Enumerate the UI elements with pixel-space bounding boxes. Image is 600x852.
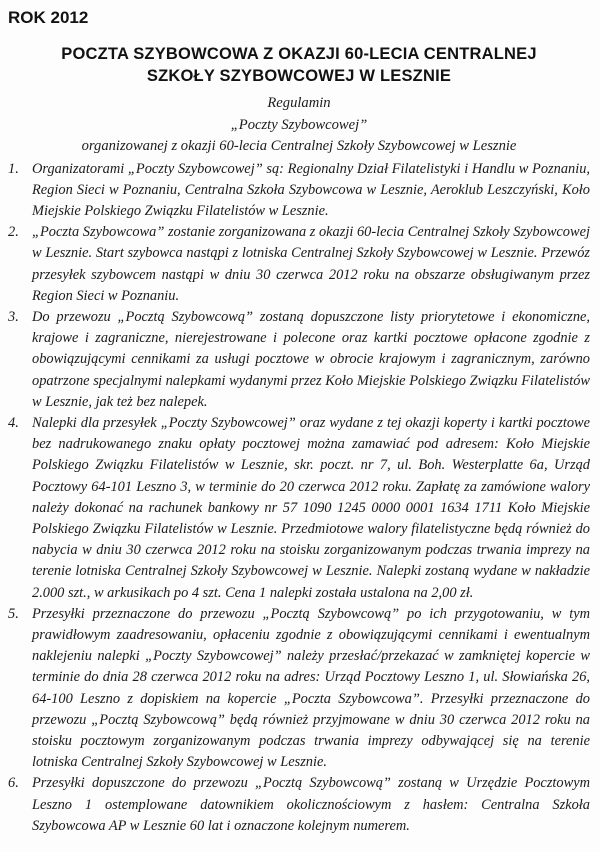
- list-item-1: [8, 159, 590, 223]
- item-text: Nalepki dla przesyłek „Poczty Szybowcowej” oraz wydane z tej okazji koperty i kartki pocztowe bez nadrukowanego znaku opłaty pocztowej można zamawiać pod adresem: Koło Miejskie Polskiego Związku Filatelistów w Lesznie, skr. poczt. nr 7, ul. Boh. Westerplatte 6a, Urząd Pocztowy 64-101 Leszno 3, w terminie do 20 czerwca 2012 roku. Zapłatę za zamówione walory należy dokonać na rachunek bankowy nr 57 1090 1245 0000 0001 1634 1711 Koło Miejskie Polskiego Związku Filatelistów w Lesznie. Przedmiotowe walory filatelistyczne będą również do nabycia w dniu 30 czerwca 2012 roku na stoisku zorganizowanym podczas trwania imprezy na terenie lotniska Centralnej Szkoły Szybowcowej w Lesznie. Nalepki zostaną wydane w nakładzie 2.000 szt., w arkusikach po 4 szt. Cena 1 nalepki została ustalona na 2,00 zł.: [32, 414, 590, 601]
- list-item-5: [8, 604, 590, 774]
- list-item-6: [8, 773, 590, 837]
- year-label: ROK 2012: [8, 8, 89, 27]
- subtitle-poczty-szybowcowej: „Poczty Szybowcowej”: [230, 116, 368, 133]
- title-line-1: POCZTA SZYBOWCOWA Z OKAZJI 60-LECIA CENTRALNEJ: [61, 45, 537, 63]
- item-number: 2.: [8, 224, 19, 241]
- title-line-2: SZKOŁY SZYBOWCOWEJ W LESZNIE: [146, 67, 452, 85]
- item-number: 3.: [8, 308, 19, 325]
- item-text: Przesyłki dopuszczone do przewozu „Pocztą Szybowcową” zostaną w Urzędzie Pocztowym Leszno 1 ostemplowane datownikiem okolicznościowym z hasłem: Centralna Szkoła Szybowcowa AP w Lesznie 60 lat i oznaczone kolejnym numerem.: [32, 775, 590, 834]
- subtitle-organized-for: organizowanej z okazji 60-lecia Centralnej Szkoły Szybowcowej w Lesznie: [81, 138, 517, 154]
- item-text: „Poczta Szybowcowa” zostanie zorganizowana z okazji 60-lecia Centralnej Szkoły Szybowcowej w Lesznie. Start szybowca nastąpi z lotniska Centralnej Szkoły Szybowcowej w Lesznie. Przewóz przesyłek szybowcem nastąpi w dniu 30 czerwca 2012 roku na obszarze obsługiwanym przez Region Sieci w Poznaniu.: [32, 224, 590, 304]
- regulations-list: [8, 159, 590, 838]
- item-text: Organizatorami „Poczty Szybowcowej” są: Regionalny Dział Filatelistyki i Handlu w Poznaniu, Region Sieci w Poznaniu, Centralna Szkoła Szybowcowa w Lesznie, Aeroklub Leszczyński, Koło Miejskie Polskiego Związku Filatelistów w Lesznie.: [32, 160, 590, 219]
- document-title: [8, 43, 590, 87]
- list-item-2: [8, 222, 590, 307]
- item-text: Do przewozu „Pocztą Szybowcową” zostaną dopuszczone listy priorytetowe i ekonomiczne, krajowe i zagraniczne, nierejestrowane i polecone oraz kartki pocztowe opłacone zgodnie z obowiązującymi cennikami za usługi pocztowe w obrocie krajowym i zagranicznym, zarówno opatrzone specjalnymi nalepkami wydanymi przez Koło Miejskie Polskiego Związku Filatelistów w Lesznie, jak też bez nalepek.: [32, 308, 590, 410]
- item-number: 5.: [8, 605, 19, 622]
- list-item-3: [8, 307, 590, 413]
- item-number: 4.: [8, 414, 19, 431]
- subtitle-regulamin: Regulamin: [267, 95, 331, 111]
- list-item-4: [8, 413, 590, 604]
- item-text: Przesyłki przeznaczone do przewozu „Pocztą Szybowcową” po ich przygotowaniu, w tym prawidłowym zaadresowaniu, opłaceniu zgodnie z obowiązującymi cennikami i ewentualnym naklejeniu nalepki „Poczty Szybowcowej” należy przesłać/przekazać w zamkniętej kopercie w terminie do dnia 28 czerwca 2012 roku na adres: Urząd Pocztowy Leszno 1, ul. Słowiańska 26, 64-100 Leszno z dopiskiem na kopercie „Poczta Szybowcowa”. Przesyłki przeznaczone do przewozu „Pocztą Szybowcową” będą również przyjmowane w dniu 30 czerwca 2012 roku na stoisku pocztowym zorganizowanym podczas trwania imprezy odbywającej się na terenie lotniska Centralnej Szkoły Szybowcowej w Lesznie.: [32, 605, 590, 771]
- item-number: 6.: [8, 775, 19, 792]
- item-number: 1.: [8, 160, 19, 177]
